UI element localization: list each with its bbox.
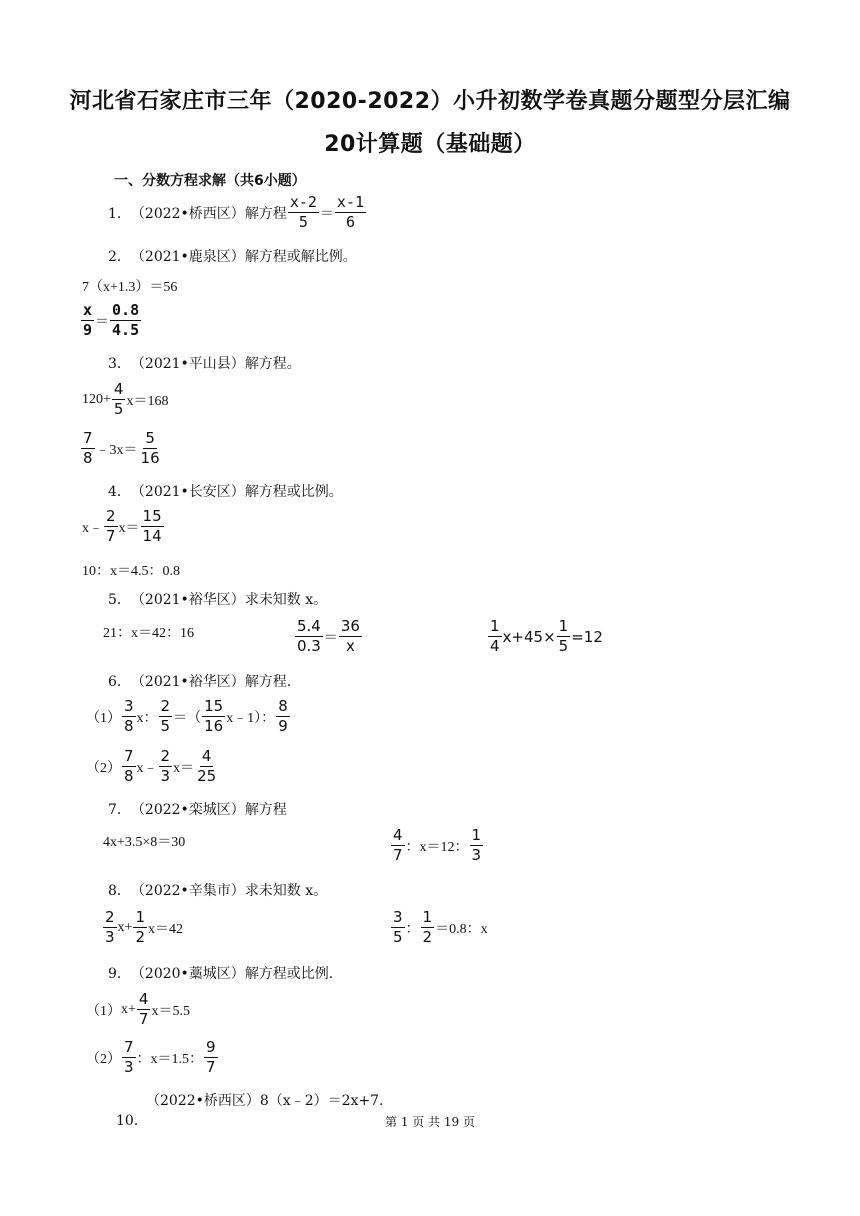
problem-number: 4． bbox=[108, 484, 131, 500]
equation: 120+ $\frac{4}{5}$ x＝168 bbox=[82, 380, 169, 418]
equation: 4x+3.5×8＝30 bbox=[103, 835, 186, 850]
problem-text: 解方程 bbox=[244, 205, 287, 222]
problem-text: 求未知数 x。 bbox=[244, 592, 328, 608]
equation: 7（x+1.3）＝56 bbox=[82, 280, 178, 295]
problem-text: 解方程. bbox=[244, 674, 292, 690]
problem-source: （2021•平山县） bbox=[130, 356, 245, 372]
problem-number: 1． bbox=[108, 205, 131, 222]
problem-10-body bbox=[146, 1090, 384, 1110]
equation: $\frac{2}{3}$ x+ $\frac{1}{2}$ x＝42 bbox=[105, 908, 183, 946]
problem-source: （2021•裕华区） bbox=[130, 592, 245, 608]
problem-text: 解方程或解比例。 bbox=[244, 249, 357, 265]
problem-3 bbox=[108, 353, 301, 373]
problem-text: 8（x﹣2）＝2x+7. bbox=[259, 1093, 384, 1109]
page-title-line1: 河北省石家庄市三年（2020-2022）小升初数学卷真题分题型分层汇编 bbox=[69, 89, 791, 114]
problem-number: 9． bbox=[108, 966, 131, 982]
problem-number: 6． bbox=[108, 674, 131, 690]
problem-number: 8． bbox=[108, 883, 131, 899]
equation: 21：x＝42：16 bbox=[103, 626, 194, 641]
section-heading: 一、分数方程求解（共6小题） bbox=[114, 173, 306, 189]
problem-2 bbox=[108, 246, 357, 266]
problem-number: 3． bbox=[108, 356, 131, 372]
page-footer: 第 1 页 共 19 页 bbox=[385, 1115, 475, 1129]
problem-number: 2． bbox=[108, 249, 131, 265]
problem-source: （2022•桥西区） bbox=[130, 205, 245, 222]
problem-4 bbox=[108, 481, 343, 501]
problem-source: （2021•裕华区） bbox=[130, 674, 245, 690]
equation: $\frac{1}{4}$ x+45× $\frac{1}{5}$ =12 bbox=[490, 617, 603, 655]
problem-text: 解方程。 bbox=[244, 356, 301, 372]
problem-8 bbox=[108, 880, 327, 900]
problem-text: 解方程或比例。 bbox=[244, 484, 343, 500]
problem-6 bbox=[108, 671, 291, 691]
problem-text: 解方程 bbox=[244, 802, 287, 818]
equation: $\frac{5.4}{0.3}$ ＝ $\frac{36}{x}$ bbox=[297, 617, 360, 655]
problem-source: （2020•藁城区） bbox=[130, 966, 245, 982]
fraction: $\frac{x-2}{5}$ bbox=[289, 193, 317, 231]
equation: （2） $\frac{7}{3}$ ：x＝1.5： $\frac{9}{7}$ bbox=[86, 1038, 216, 1076]
problem-source: （2021•长安区） bbox=[130, 484, 245, 500]
fraction: $\frac{x-1}{6}$ bbox=[336, 193, 364, 231]
equation: $\frac{4}{7}$ ：x＝12： $\frac{1}{3}$ bbox=[393, 826, 482, 864]
problem-5 bbox=[108, 589, 327, 609]
equation: （2） $\frac{7}{8}$ x﹣ $\frac{2}{3}$ x＝ $\frac{4}{25}$ bbox=[86, 747, 217, 785]
equation: $\frac{x}{9}$ ＝ $\frac{0.8}{4.5}$ bbox=[83, 301, 140, 339]
problem-source: （2022•栾城区） bbox=[130, 802, 245, 818]
equation: $\frac{3}{5}$ ： $\frac{1}{2}$ ＝0.8：x bbox=[393, 908, 488, 946]
problem-1: 1． （2022•桥西区） 解方程 $\frac{x-2}{5}$ ＝ $\frac{x-1}{6}$ bbox=[108, 193, 364, 231]
problem-source: （2022•辛集市） bbox=[130, 883, 245, 899]
equation: 10：x＝4.5：0.8 bbox=[82, 564, 180, 579]
equation: x﹣ $\frac{2}{7}$ x＝ $\frac{15}{14}$ bbox=[82, 507, 162, 545]
equation: $\frac{7}{8}$ ﹣3x＝ $\frac{5}{16}$ bbox=[83, 429, 160, 467]
problem-9 bbox=[108, 963, 333, 983]
problem-source: （2022•桥西区） bbox=[146, 1093, 260, 1109]
problem-number: 5． bbox=[108, 592, 131, 608]
equation: （1） x+ $\frac{4}{7}$ x＝5.5 bbox=[86, 990, 190, 1028]
problem-text: 解方程或比例. bbox=[244, 966, 334, 982]
problem-7 bbox=[108, 799, 287, 819]
problem-10-number: 10． bbox=[116, 1113, 148, 1129]
equation: （1） $\frac{3}{8}$ x： $\frac{2}{5}$ ＝（ $\frac{15}{16}$ x﹣1）： $\frac{8}{9}$ bbox=[86, 697, 288, 735]
problem-number: 7． bbox=[108, 802, 131, 818]
problem-source: （2021•鹿泉区） bbox=[130, 249, 245, 265]
problem-text: 求未知数 x。 bbox=[244, 883, 328, 899]
page-title-line2: 20计算题（基础题） bbox=[324, 132, 536, 157]
